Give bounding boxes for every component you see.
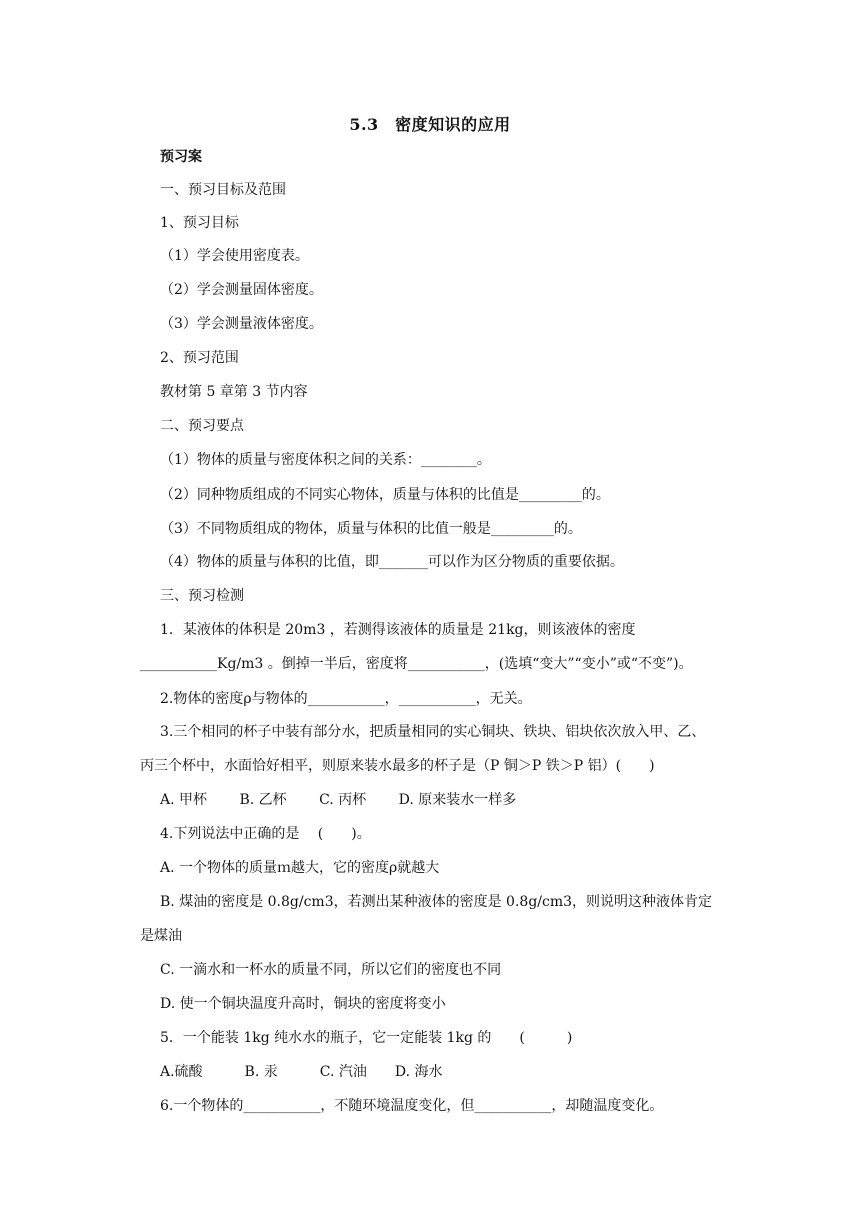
heading-check: 三、预习检测 xyxy=(160,588,244,604)
question-6: 6.一个物体的___________，不随环境温度变化，但___________，却随温度变化。 xyxy=(160,1098,664,1114)
question-5: 5．一个能装 1kg 纯水水的瓶子，它一定能装 1kg 的 ( ) xyxy=(160,1030,573,1046)
scope-heading: 2、预习范围 xyxy=(160,350,239,366)
goal-item: （2）学会测量固体密度。 xyxy=(160,282,323,298)
question-5-options: A.硫酸 B. 汞 C. 汽油 D. 海水 xyxy=(160,1064,443,1080)
question-4: 4.下列说法中正确的是 ( )。 xyxy=(160,826,371,842)
goal-item: （3）学会测量液体密度。 xyxy=(160,316,323,332)
question-4-option-b-line-2: 是煤油 xyxy=(140,928,182,944)
question-3-line-2: 丙三个杯中，水面恰好相平，则原来装水最多的杯子是（P 铜＞P 铁＞P 铝）( ) xyxy=(140,758,655,774)
question-2: 2.物体的密度ρ与物体的___________，___________，无关。 xyxy=(160,691,532,707)
goal-item: （1）学会使用密度表。 xyxy=(160,248,309,264)
goal-heading: 1、预习目标 xyxy=(160,215,239,231)
key-point: （1）物体的质量与密度体积之间的关系：________。 xyxy=(160,452,491,468)
page-title: 5.3 密度知识的应用 xyxy=(349,115,511,134)
question-4-option-b-line-1: B. 煤油的密度是 0.8g/cm3，若测出某种液体的密度是 0.8g/cm3，则说明这种液体肯定 xyxy=(160,894,713,910)
question-4-option-c: C. 一滴水和一杯水的质量不同，所以它们的密度也不同 xyxy=(160,962,502,978)
key-point: （3）不同物质组成的物体，质量与体积的比值一般是_________的。 xyxy=(160,521,582,537)
key-point: （4）物体的质量与体积的比值，即_______可以作为区分物质的重要依据。 xyxy=(160,554,624,570)
heading-key-points: 二、预习要点 xyxy=(160,418,244,434)
question-3-options: A. 甲杯 B. 乙杯 C. 丙杯 D. 原来装水一样多 xyxy=(160,792,517,808)
question-3-line-1: 3.三个相同的杯子中装有部分水，把质量相同的实心铜块、铁块、铝块依次放入甲、乙、 xyxy=(160,724,706,740)
scope-text: 教材第 5 章第 3 节内容 xyxy=(160,384,308,400)
heading-goals-scope: 一、预习目标及范围 xyxy=(160,182,286,198)
section-heading: 预习案 xyxy=(160,149,202,165)
question-4-option-a: A. 一个物体的质量ｍ越大，它的密度ρ就越大 xyxy=(160,860,440,876)
key-point: （2）同种物质组成的不同实心物体，质量与体积的比值是_________的。 xyxy=(160,487,610,503)
question-4-option-d: D. 使一个铜块温度升高时，铜块的密度将变小 xyxy=(160,996,446,1012)
question-1-line-1: 1．某液体的体积是 20m3 ，若测得该液体的质量是 21kg，则该液体的密度 xyxy=(160,622,636,638)
question-1-line-2: ___________Kg/m3 。倒掉一半后，密度将___________，(选填“变大”“变小”或“不变”)。 xyxy=(140,656,693,672)
